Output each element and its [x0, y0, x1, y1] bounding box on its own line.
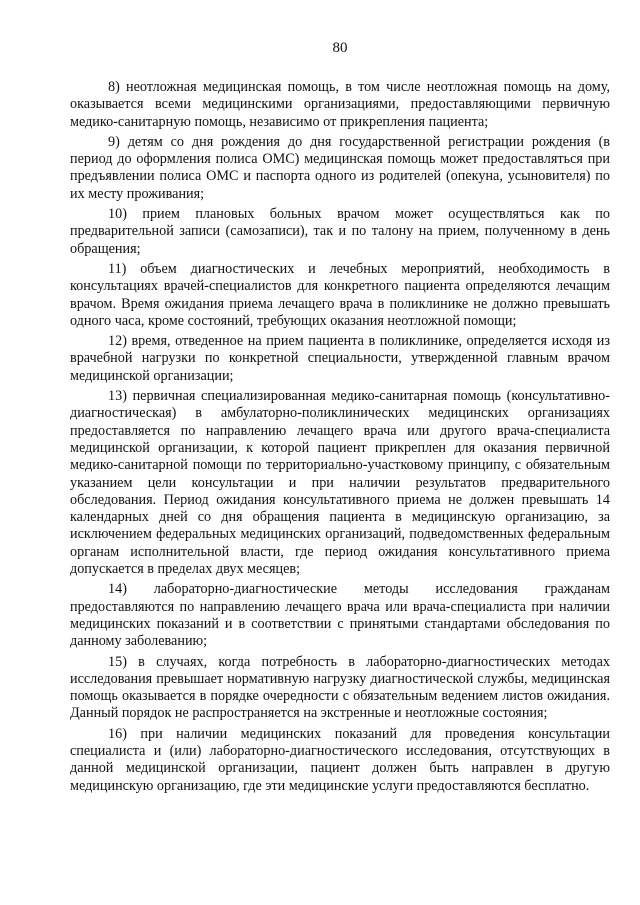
- paragraph-item-11: 11) объем диагностических и лечебных мероприятий, необходимость в консультациях врачей-специалистов для конкретного пациента определяются лечащим врачом. Время ожидания приема лечащего врача в поликлинике не должно превышать одного часа, кроме состояний, требующих оказания неотложной помощи;: [70, 260, 610, 329]
- paragraph-item-13: 13) первичная специализированная медико-санитарная помощь (консультативно-диагностическая) в амбулаторно-поликлинических медицинских организациях предоставляется по направлению лечащего врача или другого врача-специалиста медицинской организации, к которой пациент прикреплен для оказания первичной медико-санитарной помощи по территориально-участковому принципу, с обязательным указанием цели консультации и при наличии результатов предварительного обследования. Период ожидания консультативного приема не должен превышать 14 календарных дней со дня обращения пациента в медицинскую организацию, за исключением федеральных медицинских организаций, подведомственных федеральным органам исполнительной власти, где период ожидания консультативного приема допускается в пределах двух месяцев;: [70, 388, 610, 578]
- paragraph-item-14: 14) лабораторно-диагностические методы исследования гражданам предоставляются по направлению лечащего врача или врача-специалиста при наличии медицинских показаний и в соответствии с принятыми стандартами обследования по данному заболеванию;: [70, 581, 610, 650]
- paragraph-item-9: 9) детям со дня рождения до дня государственной регистрации рождения (в период до оформления полиса ОМС) медицинская помощь может предоставляться при предъявлении полиса ОМС и паспорта одного из родителей (опекуна, усыновителя) по их месту проживания;: [70, 133, 610, 202]
- page-number: 80: [332, 40, 348, 56]
- paragraph-item-15: 15) в случаях, когда потребность в лабораторно-диагностических методах исследования превышает нормативную нагрузку диагностической службы, медицинская помощь оказывается в порядке очередности с обязательным ведением листов ожидания. Данный порядок не распространяется на экстренные и неотложные состояния;: [70, 653, 610, 722]
- paragraph-item-16: 16) при наличии медицинских показаний для проведения консультации специалиста и (или) лабораторно-диагностического исследования, отсутствующих в данной медицинской организации, пациент должен быть направлен в другую медицинскую организацию, где эти медицинские услуги предоставляются бесплатно.: [70, 725, 610, 794]
- paragraph-item-8: 8) неотложная медицинская помощь, в том числе неотложная помощь на дому, оказывается всеми медицинскими организациями, предоставляющими первичную медико-санитарную помощь, независимо от прикрепления пациента;: [70, 79, 610, 130]
- paragraph-item-10: 10) прием плановых больных врачом может осуществляться как по предварительной записи (самозаписи), так и по талону на прием, полученному в день обращения;: [70, 206, 610, 257]
- paragraph-item-12: 12) время, отведенное на прием пациента в поликлинике, определяется исходя из врачебной нагрузки по конкретной специальности, утвержденной главным врачом медицинской организации;: [70, 333, 610, 384]
